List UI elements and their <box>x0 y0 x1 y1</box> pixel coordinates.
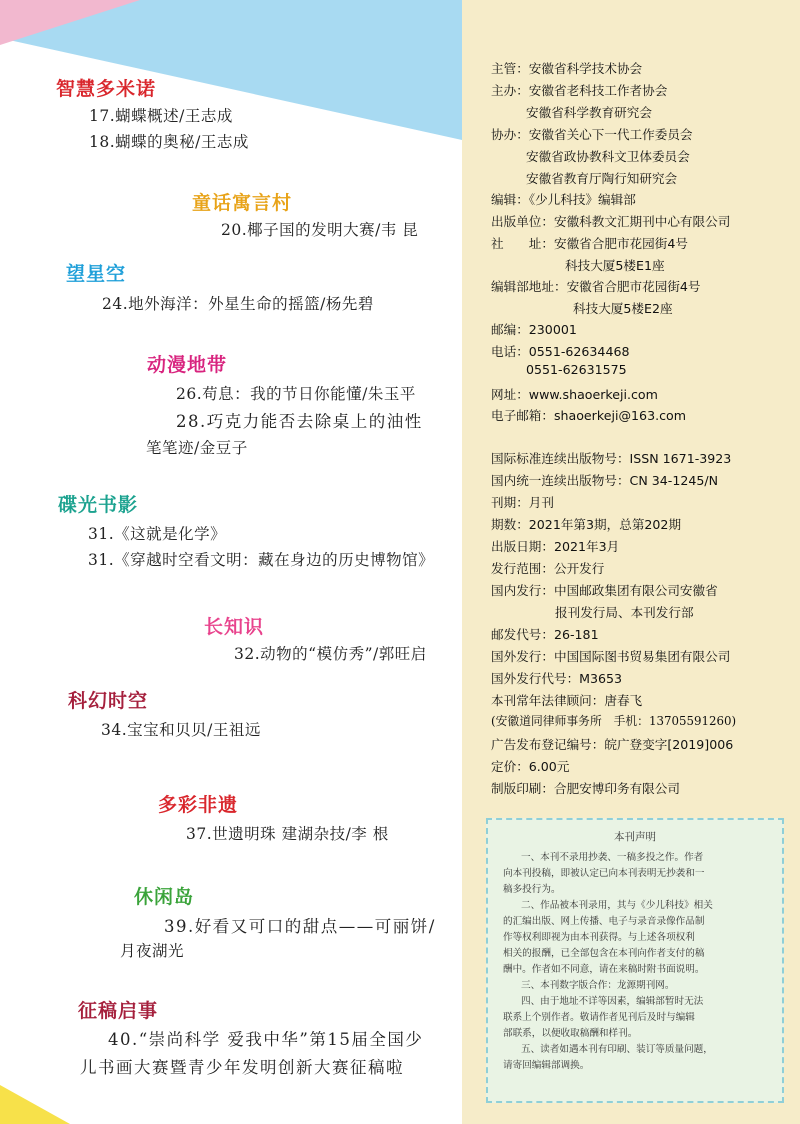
notice-line: 三、本刊数字版合作：龙源期刊网。 <box>521 980 675 991</box>
info-line: 电话：0551-62634468 <box>491 344 630 359</box>
toc-item: 34.宝宝和贝贝/王祖远 <box>101 721 261 739</box>
toc-item: 31.《穿越时空看文明：藏在身边的历史博物馆》 <box>88 551 435 569</box>
info-line: 网址：www.shaoerkeji.com <box>491 387 658 402</box>
notice-line: 二、作品被本刊录用，其与《少儿科技》相关 <box>521 900 713 911</box>
info-line: 安徽省政协教科文卫体委员会 <box>526 149 690 164</box>
info-line: 本刊常年法律顾问：唐春飞 <box>491 693 643 708</box>
info-line: 编辑部地址：安徽省合肥市花园街4号 <box>491 279 701 294</box>
section-title-dieguang: 碟光书影 <box>58 494 139 516</box>
toc-item: 28.巧克力能否去除桌上的油性 <box>176 412 423 431</box>
section-title-kehuan: 科幻时空 <box>68 690 149 712</box>
info-line: 协办：安徽省关心下一代工作委员会 <box>491 127 693 142</box>
info-line: 期数：2021年第3期，总第202期 <box>491 517 682 532</box>
toc-item: 儿书画大赛暨青少年发明创新大赛征稿啦 <box>80 1058 404 1077</box>
notice-line: 酬中。作者如不同意，请在来稿时附书面说明。 <box>503 964 705 975</box>
notice-line: 一、本刊不录用抄袭、一稿多投之作。作者 <box>521 852 704 863</box>
toc-item: 月夜湖光 <box>120 942 185 960</box>
info-line: 定价：6.00元 <box>491 759 570 774</box>
info-line: 安徽省科学教育研究会 <box>526 105 652 120</box>
info-line: 主管：安徽省科学技术协会 <box>491 61 643 76</box>
info-line: 国际标准连续出版物号：ISSN 1671-3923 <box>491 451 732 466</box>
toc-item: 40.“崇尚科学 爱我中华”第15届全国少 <box>108 1030 424 1049</box>
toc-item: 20.椰子国的发明大赛/韦 昆 <box>221 221 419 239</box>
info-line: 刊期：月刊 <box>491 495 554 510</box>
toc-item: 31.《这就是化学》 <box>88 525 227 543</box>
section-title-zhangzhishi: 长知识 <box>204 616 265 638</box>
notice-box <box>486 818 784 1103</box>
section-title-tonghua: 童话寓言村 <box>192 192 293 214</box>
toc-item: 17.蝴蝶概述/王志成 <box>89 107 233 125</box>
info-line: 科技大厦5楼E1座 <box>565 258 665 273</box>
toc-item: 24.地外海洋：外星生命的摇篮/杨先碧 <box>102 295 374 313</box>
info-line: (安徽道同律师事务所 手机：13705591260) <box>491 714 737 728</box>
section-title-duocai: 多彩非遗 <box>158 794 239 816</box>
notice-line: 联系上个别作者。敬请作者见刊后及时与编辑 <box>503 1012 695 1023</box>
notice-line: 向本刊投稿，即被认定已向本刊表明无抄袭和一 <box>503 868 705 879</box>
info-line: 出版日期：2021年3月 <box>491 539 620 554</box>
notice-line: 请寄回编辑部调换。 <box>503 1060 590 1071</box>
section-title-wangxingkong: 望星空 <box>66 263 127 285</box>
notice-title: 本刊声明 <box>614 831 656 843</box>
info-line: 出版单位：安徽科教文汇期刊中心有限公司 <box>491 214 731 229</box>
toc-item: 37.世遗明珠 建湖杂技/李 根 <box>186 825 389 843</box>
info-line: 编辑：《少儿科技》编辑部 <box>491 192 636 207</box>
notice-line: 的汇编出版、网上传播、电子与录音录像作品制 <box>503 916 705 927</box>
info-line: 国外发行：中国国际图书贸易集团有限公司 <box>491 649 731 664</box>
notice-line: 五、读者如遇本刊有印刷、装订等质量问题， <box>521 1044 713 1055</box>
info-line: 邮编：230001 <box>491 322 577 337</box>
section-title-xiuxian: 休闲岛 <box>134 886 195 908</box>
notice-line: 作等权利即视为由本刊获得。与上述各项权利 <box>503 932 695 943</box>
info-line: 国内发行：中国邮政集团有限公司安徽省 <box>491 583 718 598</box>
section-title-zhenggao: 征稿启事 <box>78 1000 159 1022</box>
toc-item: 笔笔迹/金豆子 <box>146 439 248 457</box>
info-line: 广告发布登记编号：皖广登变字[2019]006 <box>491 737 734 752</box>
notice-line: 稿多投行为。 <box>503 884 561 895</box>
notice-line: 四、由于地址不详等因素，编辑部暂时无法 <box>521 996 704 1007</box>
section-title-dongman: 动漫地带 <box>147 354 228 376</box>
toc-item: 39.好看又可口的甜点——可丽饼/ <box>164 917 436 936</box>
notice-line: 部联系，以便收取稿酬和样刊。 <box>503 1028 638 1039</box>
info-line: 邮发代号：26-181 <box>491 627 599 642</box>
notice-line: 相关的报酬，已全部包含在本刊向作者支付的稿 <box>503 948 705 959</box>
info-line: 电子邮箱：shaoerkeji@163.com <box>491 408 686 423</box>
toc-item: 32.动物的“模仿秀”/郭旺启 <box>234 645 427 663</box>
info-line: 国外发行代号：M3653 <box>491 671 623 686</box>
toc-item: 26.苟息：我的节日你能懂/朱玉平 <box>176 385 416 403</box>
toc-item: 18.蝴蝶的奥秘/王志成 <box>89 133 249 151</box>
section-title-zhihui: 智慧多米诺 <box>56 78 157 100</box>
info-line: 主办：安徽省老科技工作者协会 <box>491 83 668 98</box>
info-line: 制版印刷：合肥安博印务有限公司 <box>491 781 680 796</box>
info-line: 社 址：安徽省合肥市花园街4号 <box>491 236 688 251</box>
info-line: 国内统一连续出版物号：CN 34-1245/N <box>491 473 719 488</box>
info-line: 发行范围：公开发行 <box>491 561 605 576</box>
info-line: 科技大厦5楼E2座 <box>573 301 673 316</box>
info-line: 0551-62631575 <box>526 362 627 377</box>
info-line: 报刊发行局、本刊发行部 <box>555 605 694 620</box>
info-line: 安徽省教育厅陶行知研究会 <box>526 171 678 186</box>
